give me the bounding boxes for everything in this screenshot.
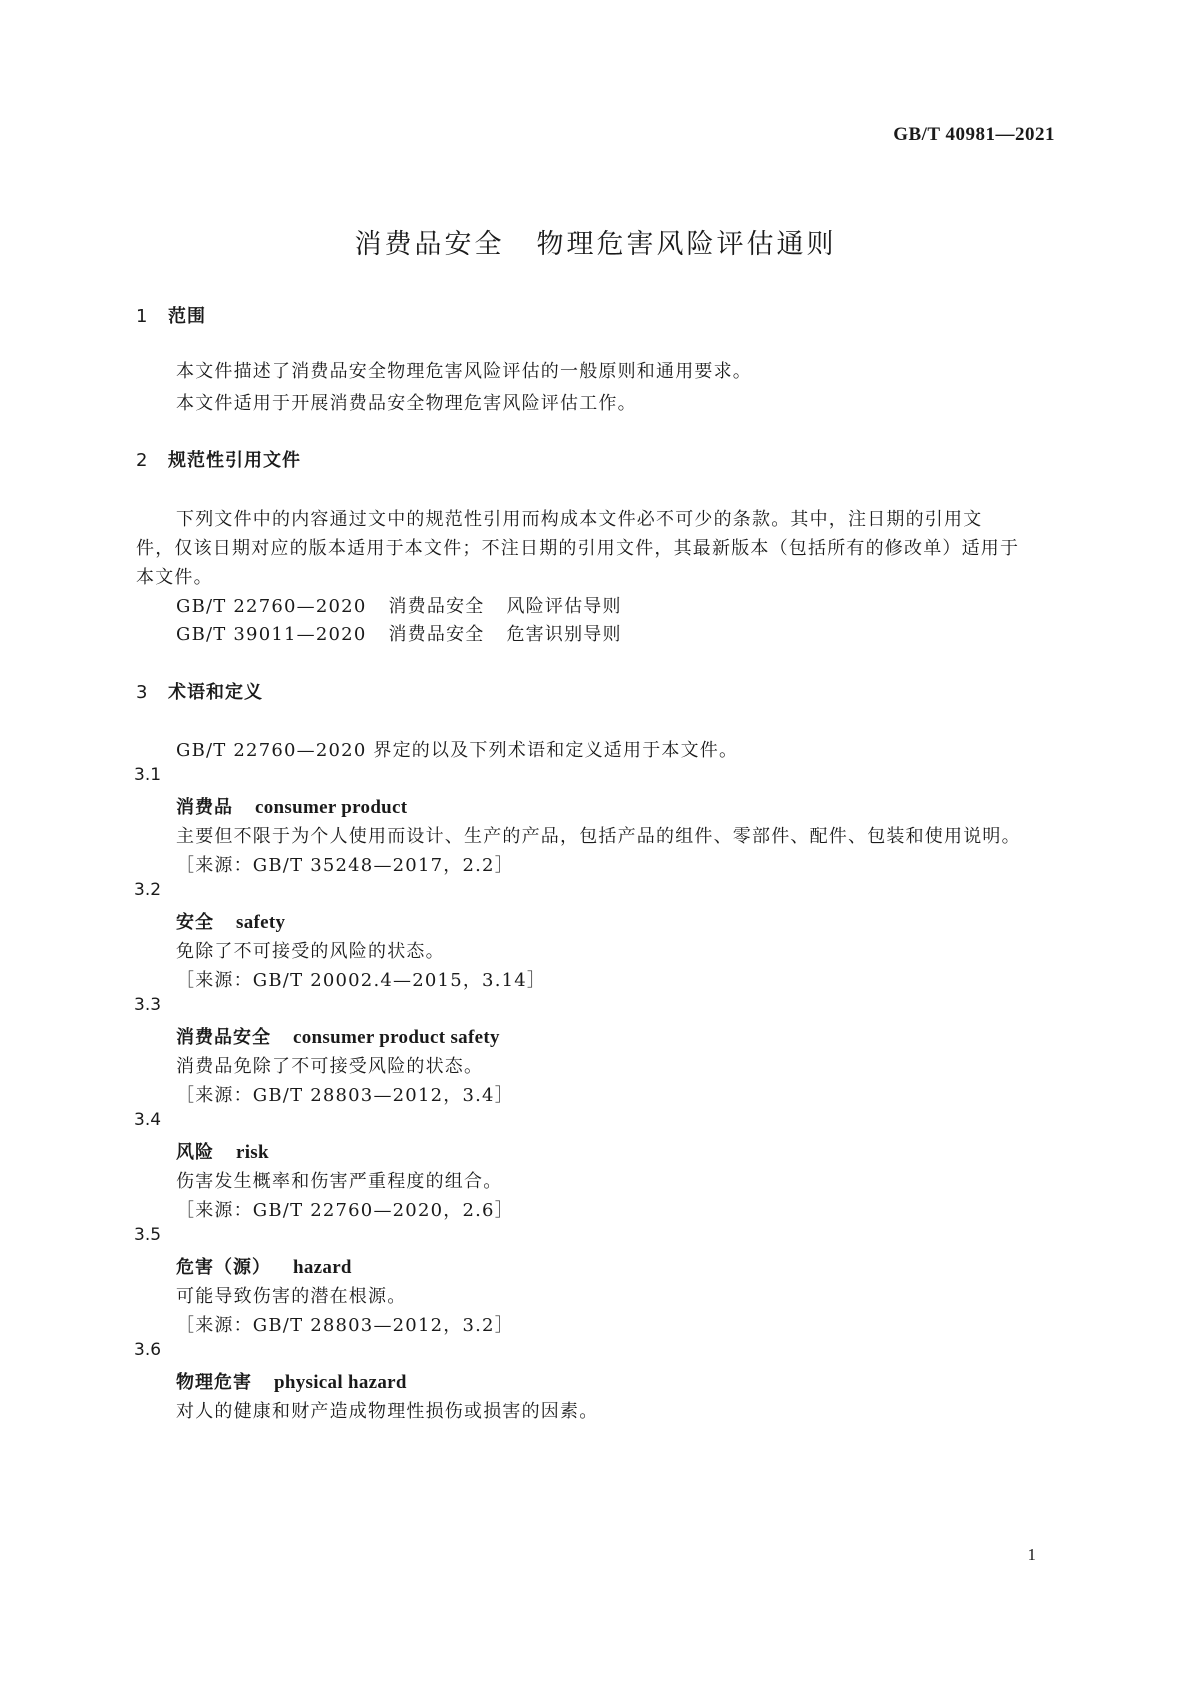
section-title: 范围	[168, 306, 206, 327]
standard-code: GB/T 40981—2021	[893, 124, 1055, 145]
normative-reference	[176, 620, 622, 646]
reference-title: 危害识别导则	[506, 624, 622, 645]
term-source: ［来源：GB/T 28803—2012，3.4］	[176, 1085, 514, 1106]
title-part-1: 消费品安全	[354, 229, 505, 260]
term-zh: 消费品安全	[176, 1027, 271, 1048]
title-part-2: 物理危害风险评估通则	[536, 229, 837, 260]
term-definition: 伤害发生概率和伤害严重程度的组合。	[176, 1171, 503, 1192]
term-en: consumer product safety	[293, 1027, 500, 1048]
term-definition: 主要但不限于为个人使用而设计、生产的产品，包括产品的组件、零部件、配件、包装和使用说明。	[176, 826, 1021, 847]
reference-product: 消费品安全	[388, 624, 485, 645]
section-number: 2	[136, 450, 149, 471]
paragraph-line: 本文件。	[136, 567, 213, 588]
term-number: 3.6	[134, 1340, 162, 1360]
section-number: 3	[136, 682, 149, 703]
section-title: 规范性引用文件	[168, 450, 301, 471]
paragraph-line: 下列文件中的内容通过文中的规范性引用而构成本文件必不可少的条款。其中，注日期的引用文	[176, 509, 983, 530]
term-zh: 安全	[176, 912, 214, 933]
paragraph: GB/T 22760—2020 界定的以及下列术语和定义适用于本文件。	[176, 740, 739, 761]
section-number: 1	[136, 306, 149, 327]
term-zh: 风险	[176, 1142, 214, 1163]
paragraph-line: 件，仅该日期对应的版本适用于本文件；不注日期的引用文件，其最新版本（包括所有的修改单）适用于	[136, 538, 1020, 559]
term-number: 3.3	[134, 995, 162, 1015]
term-heading	[176, 908, 285, 934]
term-en: physical hazard	[274, 1372, 407, 1393]
term-source: ［来源：GB/T 35248—2017，2.2］	[176, 855, 514, 876]
term-zh: 物理危害	[176, 1372, 252, 1393]
page-number: 1	[1027, 1545, 1036, 1564]
term-zh: 危害（源）	[176, 1257, 271, 1278]
term-source: ［来源：GB/T 20002.4—2015，3.14］	[176, 970, 547, 991]
term-definition: 免除了不可接受的风险的状态。	[176, 941, 445, 962]
term-zh: 消费品	[176, 797, 233, 818]
document-title	[0, 222, 1191, 261]
reference-title: 风险评估导则	[506, 596, 622, 617]
term-heading	[176, 1253, 352, 1279]
section-heading-2	[136, 446, 301, 472]
term-number: 3.2	[134, 880, 162, 900]
term-definition: 可能导致伤害的潜在根源。	[176, 1286, 407, 1307]
term-heading	[176, 1368, 407, 1394]
paragraph: 本文件描述了消费品安全物理危害风险评估的一般原则和通用要求。	[176, 361, 752, 382]
term-en: hazard	[293, 1257, 352, 1278]
term-heading	[176, 1023, 500, 1049]
term-source: ［来源：GB/T 28803—2012，3.2］	[176, 1315, 514, 1336]
reference-product: 消费品安全	[388, 596, 485, 617]
reference-code: GB/T 39011—2020	[176, 624, 367, 645]
section-title: 术语和定义	[168, 682, 263, 703]
paragraph: 本文件适用于开展消费品安全物理危害风险评估工作。	[176, 393, 637, 414]
normative-reference	[176, 592, 622, 618]
term-heading	[176, 793, 407, 819]
term-definition: 消费品免除了不可接受风险的状态。	[176, 1056, 484, 1077]
reference-code: GB/T 22760—2020	[176, 596, 367, 617]
term-number: 3.5	[134, 1225, 162, 1245]
term-en: safety	[236, 912, 286, 933]
term-en: consumer product	[255, 797, 408, 818]
section-heading-1	[136, 302, 206, 328]
term-number: 3.4	[134, 1110, 162, 1130]
term-heading	[176, 1138, 269, 1164]
term-en: risk	[236, 1142, 269, 1163]
term-source: ［来源：GB/T 22760—2020，2.6］	[176, 1200, 514, 1221]
section-heading-3	[136, 678, 263, 704]
term-number: 3.1	[134, 765, 162, 785]
term-definition: 对人的健康和财产造成物理性损伤或损害的因素。	[176, 1401, 599, 1422]
